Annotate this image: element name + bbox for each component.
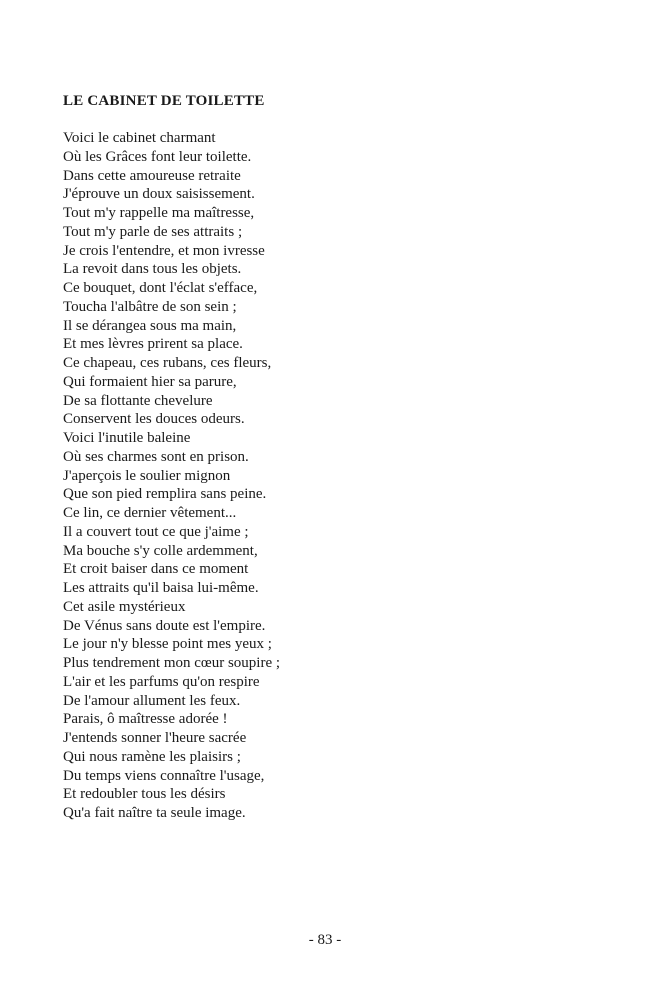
poem-verse-line: Plus tendrement mon cœur soupire ; — [63, 655, 281, 671]
poem-verse-line: L'air et les parfums qu'on respire — [63, 673, 260, 690]
page-number: - 83 - — [308, 932, 342, 948]
poem-verse-line: La revoit dans tous les objets. — [63, 261, 242, 278]
poem-title: LE CABINET DE TOILETTE — [63, 93, 265, 109]
poem-verse-line: J'entends sonner l'heure sacrée — [63, 730, 247, 746]
poem-verse-line: De Vénus sans doute est l'empire. — [63, 617, 266, 634]
poem-verse-line: De l'amour allument les feux. — [63, 692, 241, 709]
poem-verse-line: Ce lin, ce dernier vêtement... — [63, 505, 237, 521]
poem-verse-line: Et redoubler tous les désirs — [63, 786, 226, 803]
poem-verse-line: Dans cette amoureuse retraite — [63, 167, 241, 184]
poem-body — [63, 129, 280, 823]
poem-verse-line: Qui formaient hier sa parure, — [63, 373, 237, 390]
poem-verse-line: J'aperçois le soulier mignon — [63, 467, 231, 484]
poem-verse-line: Ce chapeau, ces rubans, ces fleurs, — [63, 355, 272, 371]
poem-verse-line: Il a couvert tout ce que j'aime ; — [63, 523, 249, 540]
poem-verse-line: Le jour n'y blesse point mes yeux ; — [63, 636, 272, 653]
poem-verse-line: J'éprouve un doux saisissement. — [63, 186, 255, 203]
poem-verse-line: Qui nous ramène les plaisirs ; — [63, 748, 241, 765]
poem-verse-line: Voici le cabinet charmant — [63, 130, 216, 146]
poem-verse-line: Que son pied remplira sans peine. — [63, 486, 267, 503]
poem-verse-line: Ce bouquet, dont l'éclat s'efface, — [63, 280, 258, 296]
poem-verse-line: Qu'a fait naître ta seule image. — [63, 805, 246, 821]
poem-verse-line: Et croit baiser dans ce moment — [63, 561, 249, 578]
poem-verse-line: Parais, ô maîtresse adorée ! — [63, 711, 228, 728]
poem-verse-line: De sa flottante chevelure — [63, 392, 213, 409]
poem-verse-line: Où les Grâces font leur toilette. — [63, 148, 252, 165]
poem-verse-line: Cet asile mystérieux — [63, 598, 186, 615]
poem-verse-line: Du temps viens connaître l'usage, — [63, 767, 265, 784]
poem-verse-line: Je crois l'entendre, et mon ivresse — [63, 242, 265, 259]
poem-verse-line: Ma bouche s'y colle ardemment, — [63, 542, 258, 559]
poem-verse-line: Tout m'y rappelle ma maîtresse, — [63, 205, 255, 221]
poem-verse-line: Toucha l'albâtre de son sein ; — [63, 298, 237, 315]
poem-verse-line: Conservent les douces odeurs. — [63, 411, 245, 428]
poem-verse-line: Voici l'inutile baleine — [63, 430, 191, 446]
poem-verse-line: Et mes lèvres prirent sa place. — [63, 336, 243, 353]
poem-verse-line: Il se dérangea sous ma main, — [63, 317, 237, 334]
poem-verse-line: Tout m'y parle de ses attraits ; — [63, 223, 243, 240]
poem-verse-line: Où ses charmes sont en prison. — [63, 448, 249, 465]
poem-verse-line: Les attraits qu'il baisa lui-même. — [63, 580, 259, 596]
